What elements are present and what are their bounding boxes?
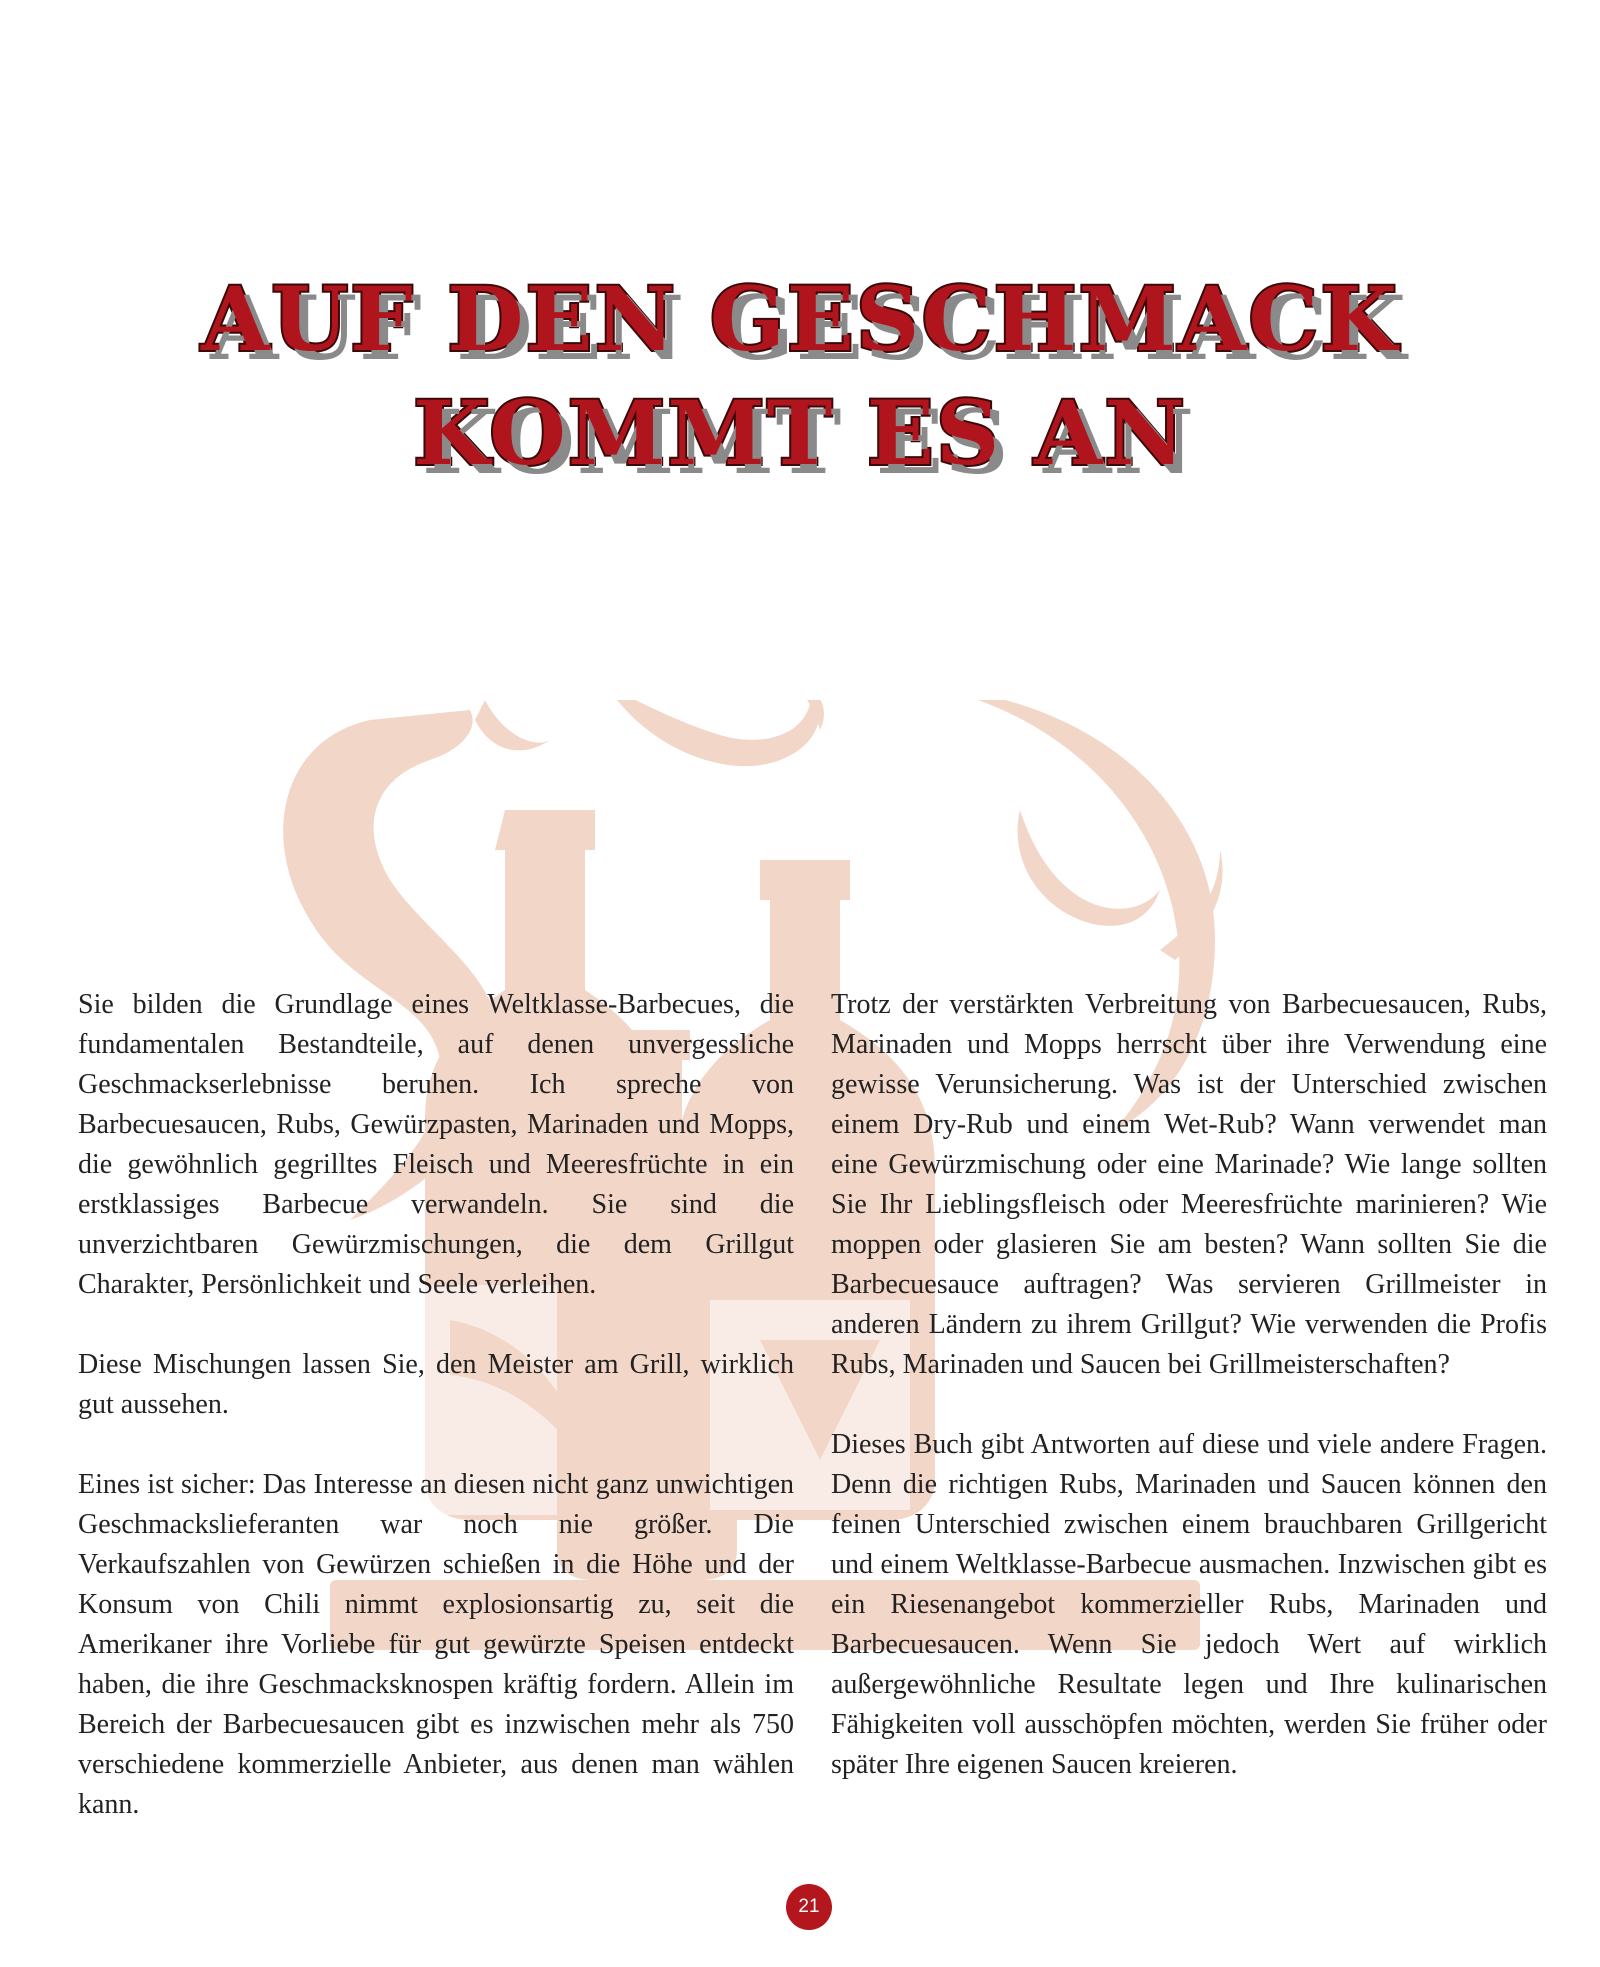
- paragraph: Eines ist sicher: Das Interesse an diesen nicht ganz unwichtigen Geschmackslieferanten war noch nie größer. Die Verkaufszahlen von Gewürzen schießen in die Höhe und der Konsum von Chili nimmt explosionsartig zu, seit die Amerikaner ihre Vorliebe für gut gewürzte Speisen entdeckt haben, die ihre Geschmacksknospen kräftig fordern. Allein im Bereich der Barbecuesaucen gibt es inzwischen mehr als 750 verschiedene kommerzielle Anbieter, aus denen man wählen kann.: [78, 1469, 794, 1820]
- right-text-column: [831, 985, 1547, 1785]
- paragraph: Sie bilden die Grundlage eines Weltklasse-Barbecues, die fundamentalen Bestandteile, auf denen unvergessliche Geschmackserlebnisse beruhen. Ich spreche von Barbecuesaucen, Rubs, Gewürzpasten, Marinaden und Mopps, die gewöhnlich gegrilltes Fleisch und Meeresfrüchte in ein erstklassiges Barbecue verwandeln. Sie sind die unverzichtbaren Gewürzmischungen, die dem Grillgut Charakter, Persönlichkeit und Seele verleihen.: [78, 989, 794, 1300]
- page-number-badge: 21: [786, 1884, 832, 1930]
- chili-pepper-center-icon: [610, 700, 820, 766]
- title-line-2: KOMMT ES AN: [413, 381, 1187, 485]
- page-title: [0, 262, 1600, 490]
- title-line-1: AUF DEN GESCHMACK: [201, 267, 1399, 371]
- paragraph: Dieses Buch gibt Antworten auf diese und viele andere Fragen. Denn die richtigen Rubs, Marinaden und Saucen können den feinen Unterschied zwischen einem brauchbaren Grillgericht und einem Weltklasse-Barbecue ausmachen. Inzwischen gibt es ein Riesenangebot kommerzieller Rubs, Marinaden und Barbecuesaucen. Wenn Sie jedoch Wert auf wirklich außergewöhnliche Resultate legen und Ihre kulinarischen Fähigkeiten voll ausschöpfen möchten, werden Sie früher oder später Ihre eigenen Saucen kreieren.: [831, 1429, 1547, 1780]
- paragraph: Diese Mischungen lassen Sie, den Meister am Grill, wirklich gut aussehen.: [78, 1349, 794, 1420]
- paragraph: Trotz der verstärkten Verbreitung von Barbecuesaucen, Rubs, Marinaden und Mopps herrscht über ihre Verwendung eine gewisse Verunsicherung. Was ist der Unterschied zwischen einem Dry-Rub und einem Wet-Rub? Wann verwendet man eine Gewürzmischung oder eine Marinade? Wie lange sollten Sie Ihr Lieblingsfleisch oder Meeresfrüchte marinieren? Wie moppen oder glasieren Sie am besten? Wann sollten Sie die Barbecuesauce auftragen? Was servieren Grillmeister in anderen Ländern zu ihrem Grillgut? Wie verwenden die Profis Rubs, Marinaden und Saucen bei Grillmeisterschaften?: [831, 989, 1547, 1380]
- left-text-column: [78, 985, 794, 1825]
